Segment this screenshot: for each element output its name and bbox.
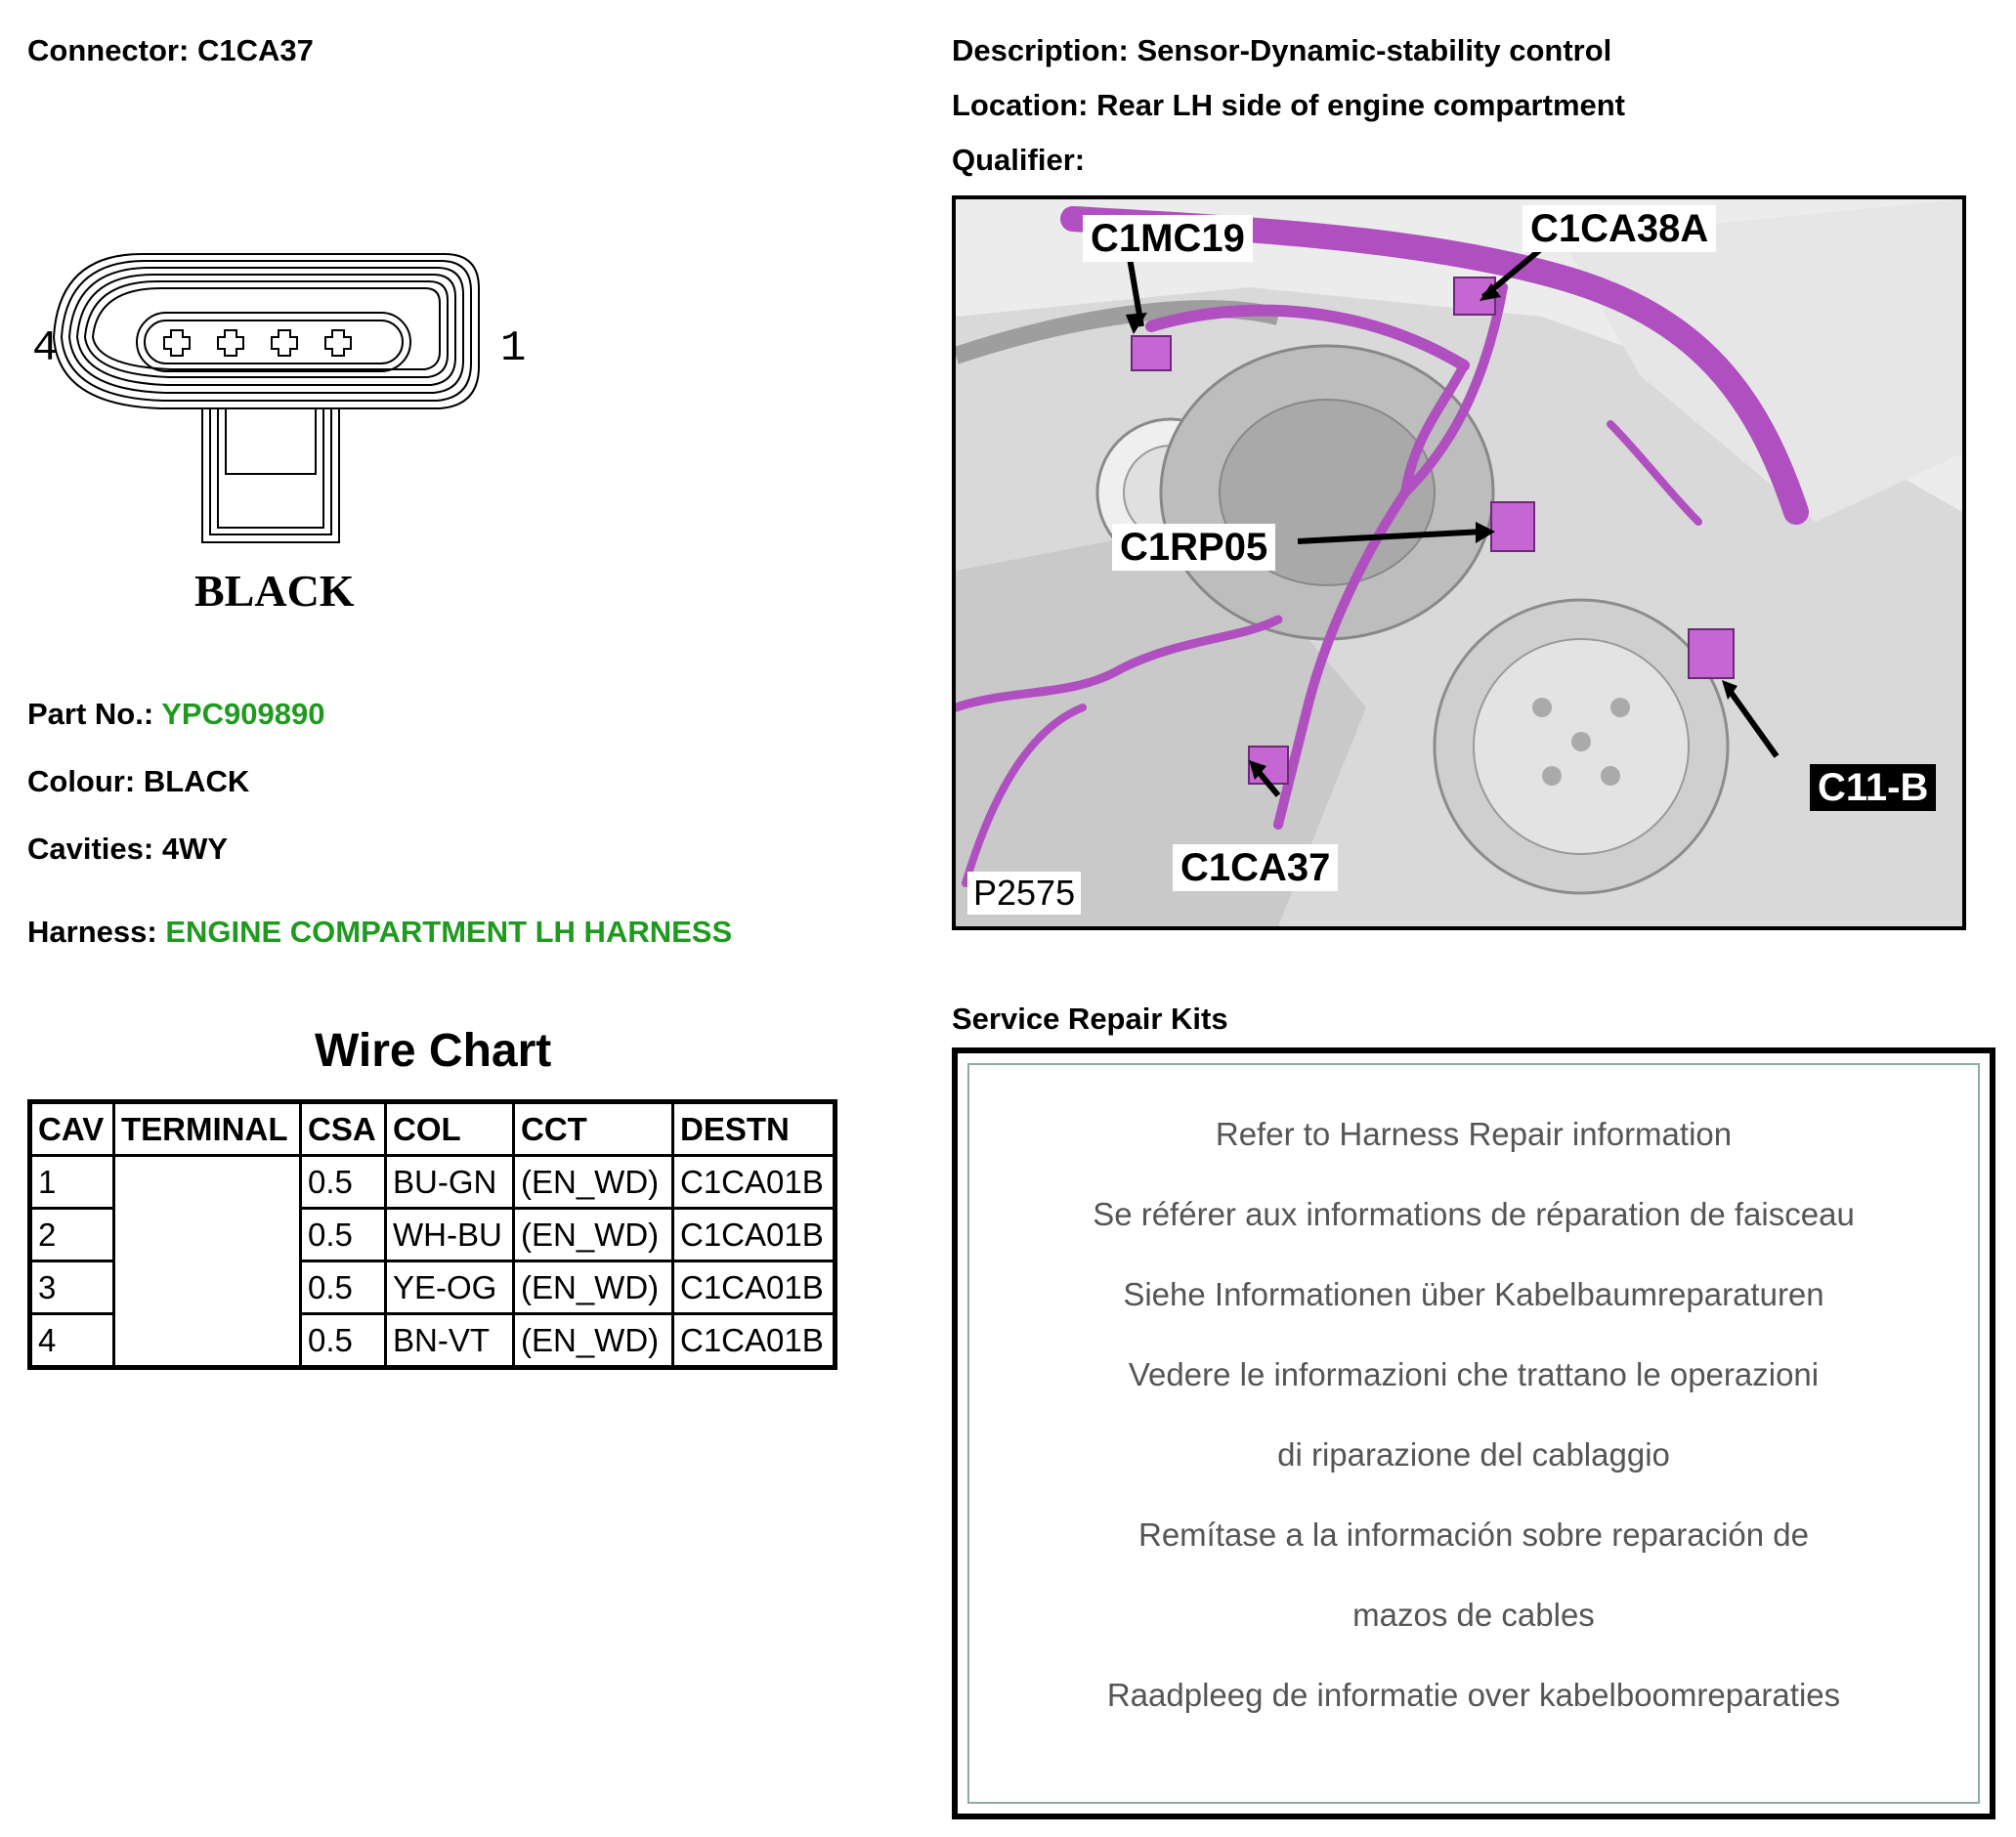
callout-c11-b: C11-B (1810, 764, 1936, 811)
connector-heading (27, 33, 314, 68)
harness-label: Harness: (27, 915, 157, 949)
repair-kits-inner-frame (967, 1063, 1980, 1804)
cell-csa: 0.5 (301, 1314, 386, 1368)
cell-csa: 0.5 (301, 1261, 386, 1314)
cell-col: BN-VT (386, 1314, 514, 1368)
connector-colour-label: BLACK (194, 566, 355, 616)
location-value: Rear LH side of engine compartment (1096, 88, 1626, 122)
repair-kits-title: Service Repair Kits (952, 1002, 1228, 1036)
table-row (30, 1156, 836, 1209)
part-number-label: Part No.: (27, 697, 154, 731)
repair-kits-box (952, 1047, 1995, 1819)
cell-cct: (EN_WD) (514, 1209, 673, 1261)
cell-cav: 1 (30, 1156, 114, 1209)
cavities-value: 4WY (161, 832, 229, 866)
repair-kit-line: Refer to Harness Repair information (1215, 1116, 1733, 1152)
cell-terminal (114, 1156, 301, 1368)
harness-line (27, 915, 732, 950)
connector-id: C1CA37 (196, 33, 314, 67)
cell-cav: 2 (30, 1209, 114, 1261)
pin-label-right: 1 (500, 324, 527, 373)
cell-cct: (EN_WD) (514, 1156, 673, 1209)
connector-location-image (952, 195, 1966, 930)
cell-col: BU-GN (386, 1156, 514, 1209)
cell-destn: C1CA01B (673, 1261, 836, 1314)
callout-c1rp05: C1RP05 (1112, 524, 1275, 571)
harness-link[interactable]: ENGINE COMPARTMENT LH HARNESS (165, 915, 733, 949)
repair-kit-line: Vedere le informazioni che trattano le operazioni (1128, 1356, 1820, 1392)
description-value: Sensor-Dynamic-stability control (1137, 33, 1612, 67)
cell-destn: C1CA01B (673, 1156, 836, 1209)
cell-col: WH-BU (386, 1209, 514, 1261)
location-line (952, 88, 1625, 123)
header-terminal: TERMINAL (114, 1102, 301, 1156)
repair-kit-line: Raadpleeg de informatie over kabelboomreparaties (1106, 1677, 1841, 1713)
pin-label-left: 4 (32, 324, 59, 373)
wire-chart-title: Wire Chart (315, 1025, 552, 1077)
repair-kit-line: mazos de cables (1352, 1597, 1595, 1633)
colour-label: Colour: (27, 764, 136, 798)
cell-csa: 0.5 (301, 1156, 386, 1209)
wire-chart-table (27, 1099, 837, 1370)
cell-destn: C1CA01B (673, 1209, 836, 1261)
header-cct: CCT (514, 1102, 673, 1156)
part-number-line (27, 697, 324, 732)
qualifier-label: Qualifier: (952, 143, 1086, 177)
cell-destn: C1CA01B (673, 1314, 836, 1368)
colour-value: BLACK (143, 764, 250, 798)
callout-c1ca37: C1CA37 (1173, 844, 1338, 891)
photo-reference-code: P2575 (967, 872, 1081, 915)
engine-bay-illustration (956, 199, 1962, 926)
colour-line (27, 764, 249, 799)
cell-cct: (EN_WD) (514, 1314, 673, 1368)
wire-chart-header-row (30, 1102, 836, 1156)
cell-csa: 0.5 (301, 1209, 386, 1261)
header-destn: DESTN (673, 1102, 836, 1156)
repair-kit-line: Se référer aux informations de réparation de faisceau (1093, 1196, 1855, 1232)
description-line (952, 33, 1611, 68)
cell-cct: (EN_WD) (514, 1261, 673, 1314)
repair-kit-line: Siehe Informationen über Kabelbaumreparaturen (1123, 1276, 1824, 1312)
header-col: COL (386, 1102, 514, 1156)
header-cav: CAV (30, 1102, 114, 1156)
callout-c1mc19: C1MC19 (1083, 215, 1253, 262)
cell-cav: 4 (30, 1314, 114, 1368)
connector-face-diagram (24, 244, 552, 625)
description-label: Description: (952, 33, 1129, 67)
header-csa: CSA (301, 1102, 386, 1156)
location-label: Location: (952, 88, 1089, 122)
connector-pins (164, 330, 351, 356)
cavities-label: Cavities: (27, 832, 154, 866)
qualifier-line (952, 143, 1085, 178)
connector-label: Connector: (27, 33, 190, 67)
repair-kit-line: Remítase a la información sobre reparación de (1137, 1517, 1810, 1553)
callout-c1ca38a: C1CA38A (1523, 205, 1716, 252)
repair-kit-line: di riparazione del cablaggio (1277, 1436, 1670, 1473)
cell-col: YE-OG (386, 1261, 514, 1314)
part-number-link[interactable]: YPC909890 (161, 697, 325, 731)
cell-cav: 3 (30, 1261, 114, 1314)
cavities-line (27, 832, 228, 867)
